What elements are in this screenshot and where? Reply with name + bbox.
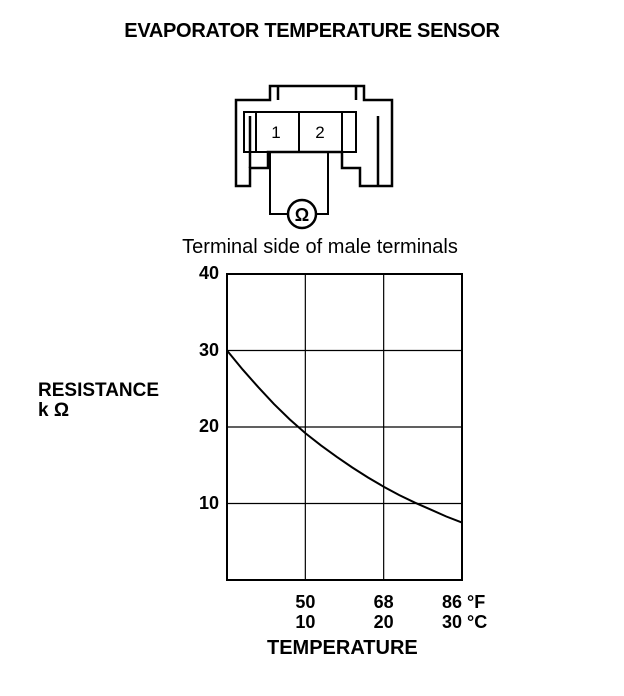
- connector-caption: Terminal side of male terminals: [182, 236, 458, 258]
- y-tick-label: 30: [198, 339, 219, 360]
- x-tick-label-c: 20: [373, 612, 394, 632]
- probe-wire-1: [270, 152, 288, 214]
- y-axis-label-line2: k Ω: [38, 400, 70, 421]
- terminal-label-1: 1: [271, 123, 281, 142]
- x-tick-label: [359, 592, 409, 632]
- probe-wire-2: [316, 152, 328, 214]
- connector-housing: [236, 86, 392, 186]
- x-tick-label: [442, 592, 487, 632]
- x-tick-label-c: 30 °C: [442, 612, 488, 632]
- resistance-curve: [227, 351, 462, 523]
- y-axis-label-line1: RESISTANCE: [38, 380, 160, 401]
- diagram-title: EVAPORATOR TEMPERATURE SENSOR: [124, 20, 500, 42]
- y-tick-label: 20: [198, 416, 219, 436]
- x-axis-label: TEMPERATURE: [267, 637, 418, 659]
- x-tick-label: [280, 592, 330, 632]
- x-tick-label-f: 50: [295, 592, 316, 612]
- ohm-icon: Ω: [294, 205, 310, 225]
- x-tick-label-c: 10: [295, 612, 316, 632]
- x-tick-label-f: 68: [373, 592, 394, 612]
- y-tick-label: 10: [198, 492, 219, 513]
- y-tick-label: 40: [198, 263, 219, 283]
- connector-drawing: [236, 86, 392, 228]
- terminal-label-2: 2: [315, 123, 325, 142]
- chart-grid: [227, 274, 462, 580]
- y-axis-label: [38, 381, 159, 421]
- x-tick-label-f: 86 °F: [442, 592, 486, 612]
